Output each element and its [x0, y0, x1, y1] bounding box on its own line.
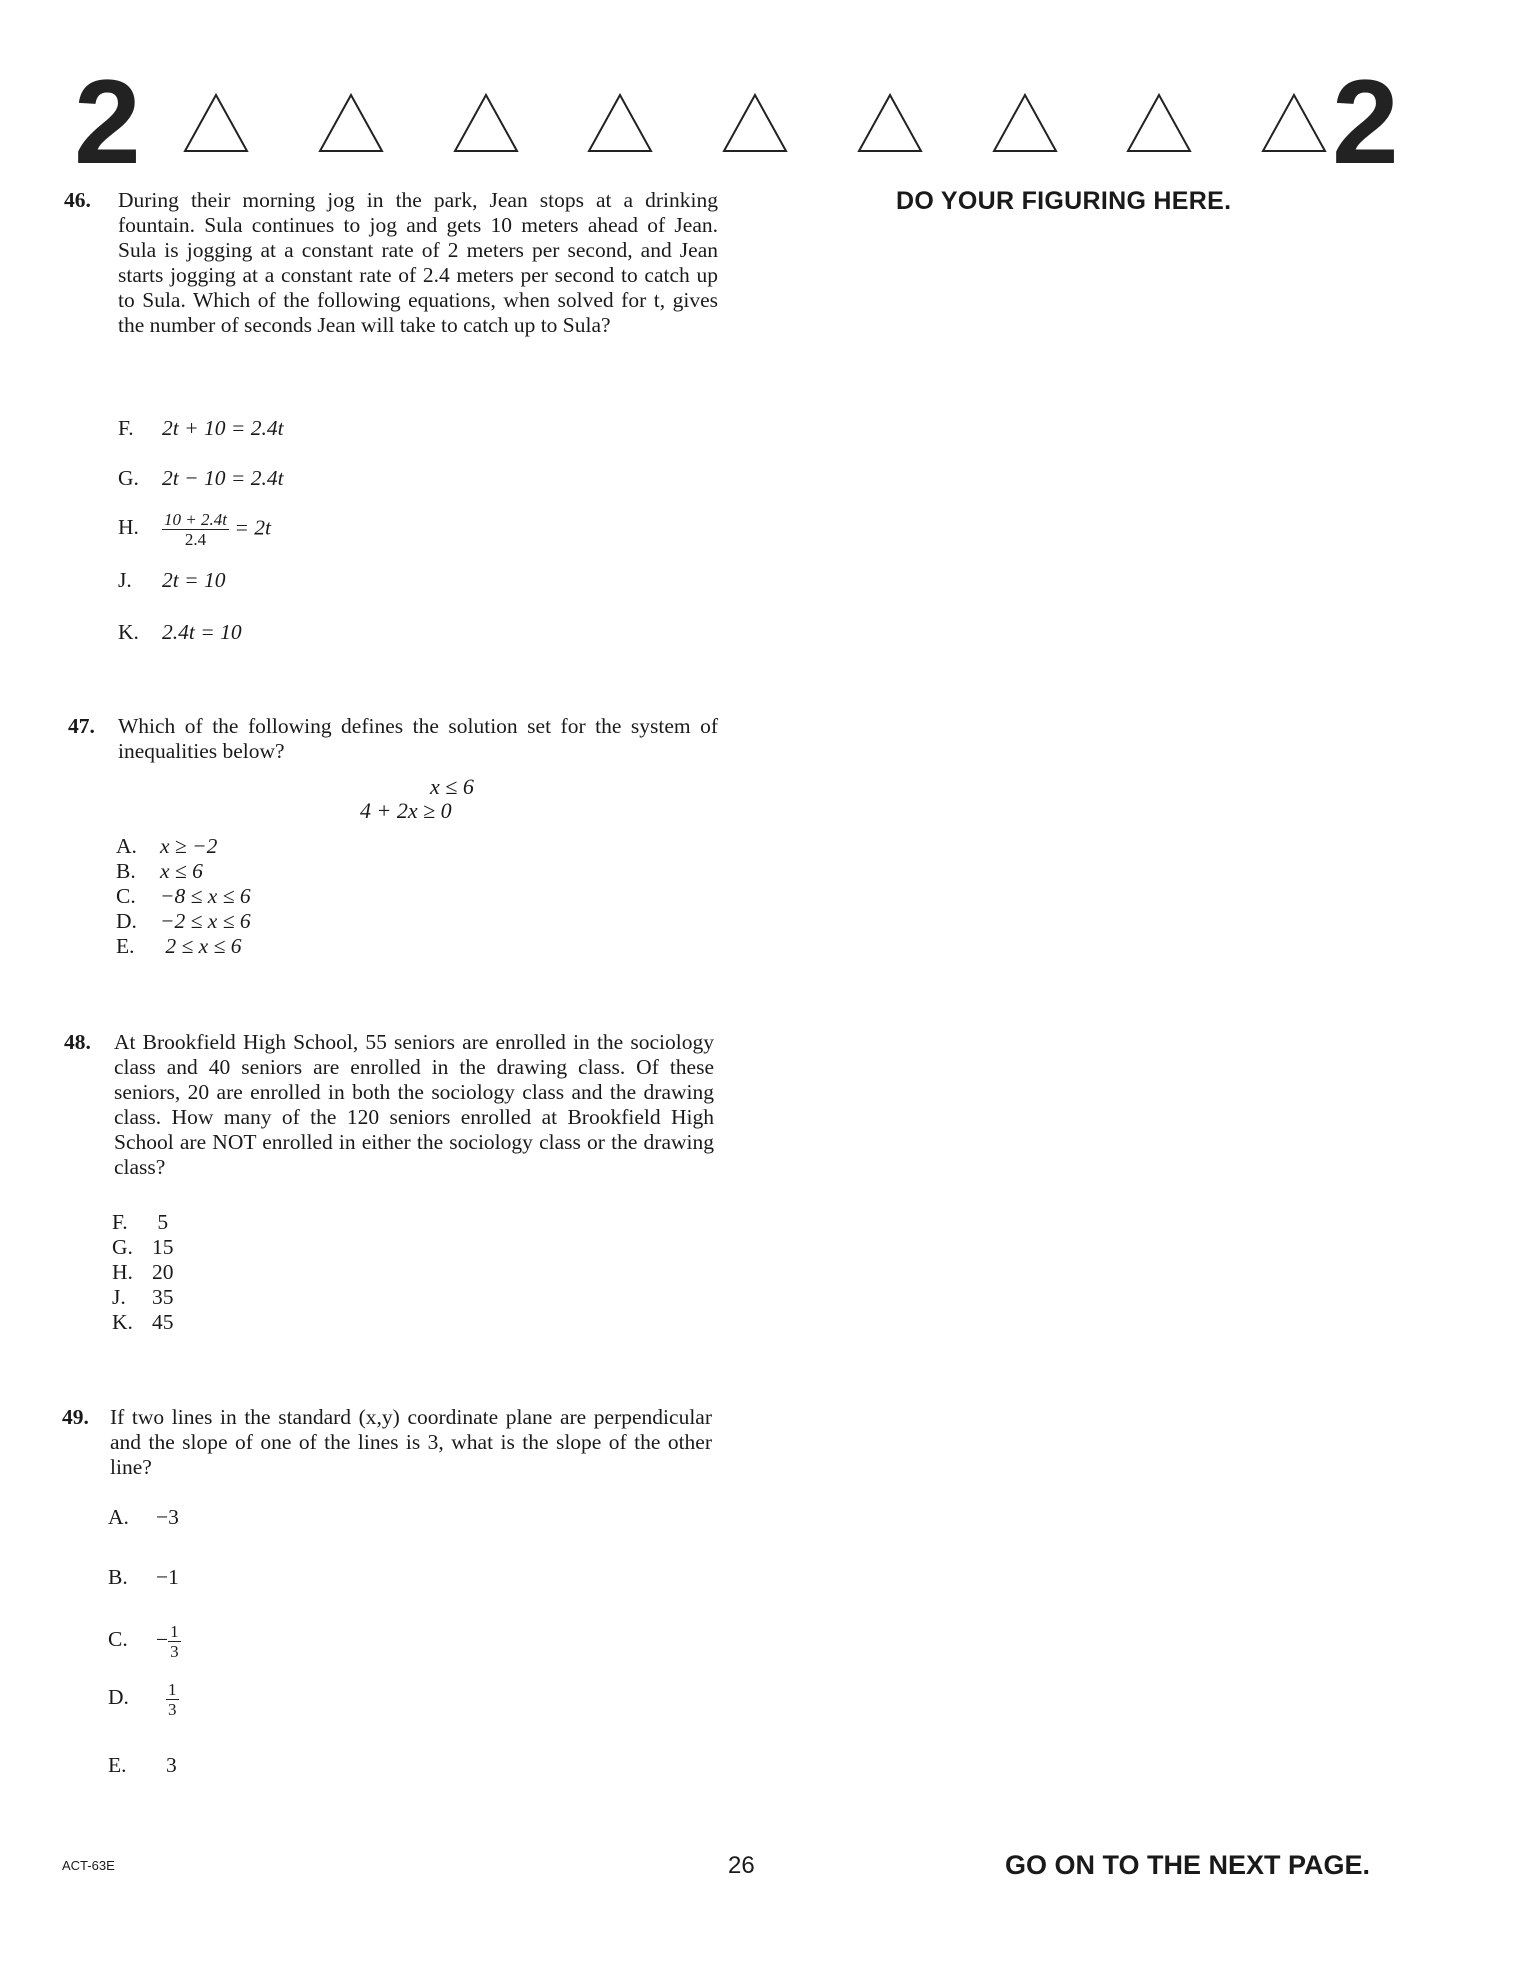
option-letter: C.	[116, 884, 136, 908]
fraction	[168, 1622, 181, 1661]
numerator: 1	[170, 1622, 179, 1641]
answer-option-j[interactable]	[112, 1285, 174, 1310]
answer-option-f[interactable]	[118, 416, 284, 441]
answer-option-e[interactable]	[108, 1753, 177, 1778]
option-text: 5	[152, 1210, 169, 1234]
question-text: During their morning jog in the park, Jean stops at a drinking fountain. Sula continues to jog and gets 10 meters ahead of Jean. Sula is jogging at a constant rate of 2 meters per second, and Jean starts jogging at a constant rate of 2.4 meters per second to catch up to Sula. Which of the following equations, when solved for t, gives the number of seconds Jean will take to catch up to Sula?	[118, 188, 718, 337]
denominator: 2.4	[184, 530, 207, 549]
option-letter: F.	[118, 416, 134, 440]
answer-option-d[interactable]	[108, 1680, 179, 1719]
option-text: 15	[152, 1235, 174, 1259]
option-letter: B.	[116, 859, 136, 883]
answer-option-k[interactable]	[118, 620, 242, 645]
inequality-2: 4 + 2x ≥ 0	[360, 798, 452, 823]
triangle-icon	[856, 92, 924, 154]
triangle-icon	[452, 92, 520, 154]
option-text: 2.4t = 10	[162, 620, 242, 644]
option-text: 2t = 10	[162, 568, 226, 592]
option-letter: G.	[112, 1235, 133, 1259]
section-number-right: 2	[1332, 55, 1399, 189]
inequality-1: x ≤ 6	[430, 774, 474, 799]
option-text: 35	[152, 1285, 174, 1309]
numerator: 10 + 2.4t	[164, 510, 227, 529]
question-number: 48.	[64, 1030, 91, 1054]
option-letter: J.	[112, 1285, 126, 1309]
option-letter: A.	[108, 1505, 129, 1529]
option-letter: E.	[108, 1753, 127, 1777]
question-number: 49.	[62, 1405, 89, 1429]
option-letter: H.	[112, 1260, 133, 1284]
option-letter: K.	[112, 1310, 133, 1334]
answer-option-a[interactable]	[116, 834, 217, 859]
next-page-note: GO ON TO THE NEXT PAGE.	[1005, 1850, 1371, 1880]
option-letter: C.	[108, 1627, 128, 1652]
option-text: 2t − 10 = 2.4t	[162, 466, 284, 490]
page-number: 26	[728, 1852, 755, 1879]
fraction	[162, 510, 229, 549]
option-text: −2 ≤ x ≤ 6	[160, 909, 251, 933]
answer-option-h[interactable]	[118, 510, 271, 549]
section-number-left: 2	[74, 55, 141, 189]
option-text: −8 ≤ x ≤ 6	[160, 884, 251, 908]
option-text: = 2t	[228, 515, 271, 540]
option-text: 45	[152, 1310, 174, 1334]
option-sign: −	[156, 1627, 169, 1652]
option-letter: G.	[118, 466, 139, 490]
answer-option-f[interactable]	[112, 1210, 168, 1235]
fraction	[166, 1680, 179, 1719]
option-text: 20	[152, 1260, 174, 1284]
option-text: 2t + 10 = 2.4t	[162, 416, 284, 440]
answer-option-a[interactable]	[108, 1505, 179, 1530]
triangle-icon	[317, 92, 385, 154]
question-number: 46.	[64, 188, 91, 212]
option-letter: J.	[118, 568, 132, 592]
question-text: Which of the following defines the solution set for the system of inequalities below?	[118, 714, 718, 763]
option-letter: E.	[116, 934, 135, 958]
option-text: x ≤ 6	[160, 859, 203, 883]
option-letter: H.	[118, 515, 139, 540]
question-text: At Brookfield High School, 55 seniors are enrolled in the sociology class and 40 seniors are enrolled in the drawing class. Of these seniors, 20 are enrolled in both the sociology class and the drawing class. How many of the 120 seniors enrolled at Brookfield High School are NOT enrolled in either the sociology class or the drawing class?	[114, 1030, 714, 1179]
triangle-icon	[1125, 92, 1193, 154]
triangle-icon	[1260, 92, 1328, 154]
denominator: 3	[168, 1700, 177, 1719]
triangle-icon	[721, 92, 789, 154]
denominator: 3	[170, 1642, 179, 1661]
option-text: x ≥ −2	[160, 834, 218, 858]
triangle-icon	[991, 92, 1059, 154]
option-letter: A.	[116, 834, 137, 858]
option-text: −1	[156, 1565, 179, 1589]
answer-option-e[interactable]	[116, 934, 242, 959]
answer-option-g[interactable]	[112, 1235, 174, 1260]
figuring-note: DO YOUR FIGURING HERE.	[896, 187, 1232, 215]
section-header	[0, 0, 1530, 189]
form-code: ACT-63E	[62, 1858, 115, 1873]
answer-option-h[interactable]	[112, 1260, 174, 1285]
option-letter: K.	[118, 620, 139, 644]
answer-option-k[interactable]	[112, 1310, 174, 1335]
answer-option-b[interactable]	[116, 859, 203, 884]
answer-option-c[interactable]	[116, 884, 251, 909]
question-number: 47.	[68, 714, 95, 738]
option-letter: D.	[108, 1685, 129, 1710]
numerator: 1	[168, 1680, 177, 1699]
answer-option-j[interactable]	[118, 568, 225, 593]
option-text: −3	[156, 1505, 179, 1529]
option-letter: B.	[108, 1565, 128, 1589]
option-text: 3	[166, 1753, 177, 1777]
question-text: If two lines in the standard (x,y) coordinate plane are perpendicular and the slope of one of the lines is 3, what is the slope of the other line?	[110, 1405, 712, 1479]
answer-option-b[interactable]	[108, 1565, 179, 1590]
option-letter: D.	[116, 909, 137, 933]
answer-option-g[interactable]	[118, 466, 284, 491]
answer-option-c[interactable]	[108, 1622, 181, 1661]
option-text: 2 ≤ x ≤ 6	[160, 934, 242, 958]
triangle-icon	[586, 92, 654, 154]
option-letter: F.	[112, 1210, 128, 1234]
answer-option-d[interactable]	[116, 909, 251, 934]
triangle-icon	[182, 92, 250, 154]
